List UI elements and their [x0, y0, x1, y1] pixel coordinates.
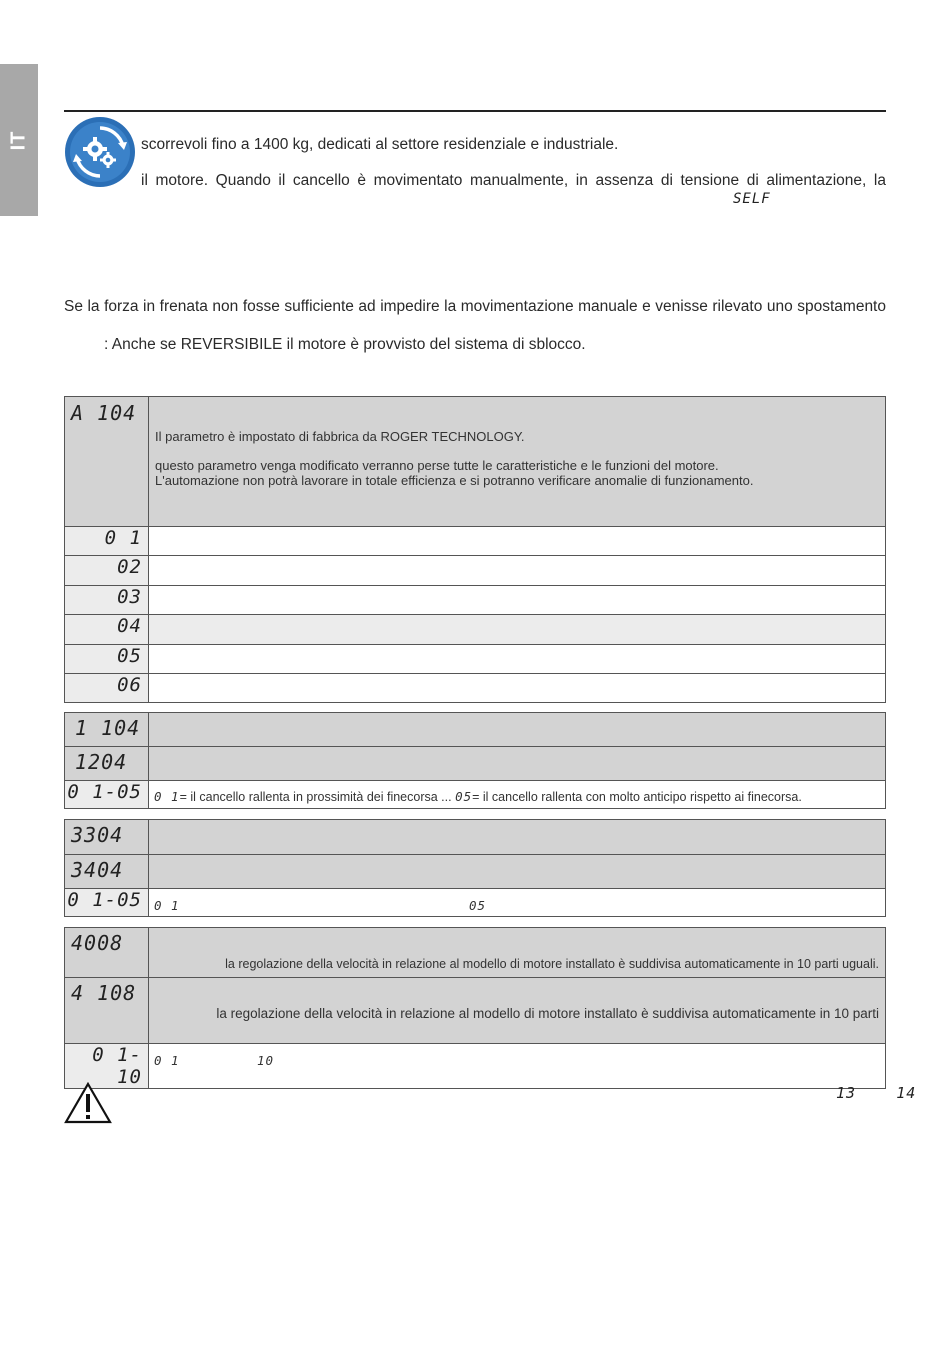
param-3404-description — [149, 855, 886, 889]
value-03-description — [149, 586, 886, 615]
value-03: 03 — [65, 586, 149, 615]
range-min-value: 0 1 — [154, 898, 180, 913]
intro-line-2: il motore. Quando il cancello è movimentato manualmente, in assenza di tensione di alimentazione, la — [141, 172, 886, 189]
reference-b: 14 — [896, 1084, 917, 1102]
param-code-4108: 4 108 — [65, 978, 149, 1044]
param-code-3304: 3304 — [65, 820, 149, 855]
param-range-slowdown: 0 1-05 — [65, 781, 149, 809]
param-table-slowdown — [64, 712, 886, 809]
param-table-a104 — [64, 396, 886, 703]
intro-line-3: Se la forza in frenata non fosse sufficiente ad impedire la movimentazione manuale e venisse rilevato uno spostamento — [64, 298, 886, 315]
param-code-1104: 1 104 — [65, 713, 149, 747]
value-05-description — [149, 645, 886, 674]
range-3304-description — [149, 889, 886, 917]
param-4008-description: la regolazione della velocità in relazione al modello di motore installato è suddivisa automaticamente in 10 parti uguali. — [149, 928, 886, 978]
range-max-text: = il cancello rallenta con molto anticipo rispetto ai finecorsa. — [472, 790, 802, 804]
value-04-description — [149, 615, 886, 645]
param-table-speed — [64, 927, 886, 1089]
value-05: 05 — [65, 645, 149, 674]
param-range-3304: 0 1-05 — [65, 889, 149, 917]
language-label: IT — [7, 130, 30, 150]
param-range-speed: 0 1- 10 — [65, 1044, 149, 1089]
value-06-description — [149, 674, 886, 703]
reference-a: 13 — [836, 1084, 857, 1102]
range-max-value: 05 — [469, 898, 487, 913]
value-01-description — [149, 527, 886, 556]
range-max-value: 10 — [257, 1053, 275, 1068]
language-tab — [0, 64, 38, 216]
param-1204-description — [149, 747, 886, 781]
param-code-a104: A 104 — [65, 397, 149, 527]
param-warning-line-2: L'automazione non potrà lavorare in totale efficienza e si potranno verificare anomalie di funzionamento. — [155, 473, 754, 488]
top-divider — [64, 110, 886, 112]
range-min-value: 0 1 — [154, 1053, 180, 1068]
range-max-value: 05 — [455, 789, 473, 804]
range-min-value: 0 1 — [154, 789, 180, 804]
intro-line-1: scorrevoli fino a 1400 kg, dedicati al settore residenziale e industriale. — [141, 136, 619, 153]
speed-range-description — [149, 1044, 886, 1089]
value-01: 0 1 — [65, 527, 149, 556]
value-04: 04 — [65, 615, 149, 645]
value-06: 06 — [65, 674, 149, 703]
param-warning-line-1: questo parametro venga modificato verranno perse tutte le caratteristiche e le funzioni del motore. — [155, 458, 719, 473]
gear-sync-icon — [64, 116, 136, 188]
reference-numbers — [836, 1084, 916, 1102]
param-description — [149, 397, 886, 527]
range-min-text: = il cancello rallenta in prossimità dei finecorsa ... — [179, 790, 456, 804]
param-code-4008: 4008 — [65, 928, 149, 978]
param-table-3304 — [64, 819, 886, 917]
self-code: SELF — [733, 191, 771, 207]
intro-line-4: : Anche se REVERSIBILE il motore è provvisto del sistema di sblocco. — [104, 336, 586, 353]
slowdown-range-description — [149, 781, 886, 809]
param-factory-note: Il parametro è impostato di fabbrica da ROGER TECHNOLOGY. — [155, 429, 525, 444]
warning-triangle-icon — [64, 1082, 112, 1124]
param-3304-description — [149, 820, 886, 855]
value-02: 02 — [65, 556, 149, 586]
param-code-1204: 1204 — [65, 747, 149, 781]
value-02-description — [149, 556, 886, 586]
param-1104-description — [149, 713, 886, 747]
param-4108-description: la regolazione della velocità in relazione al modello di motore installato è suddivisa automaticamente in 10 parti — [149, 978, 886, 1044]
param-code-3404: 3404 — [65, 855, 149, 889]
